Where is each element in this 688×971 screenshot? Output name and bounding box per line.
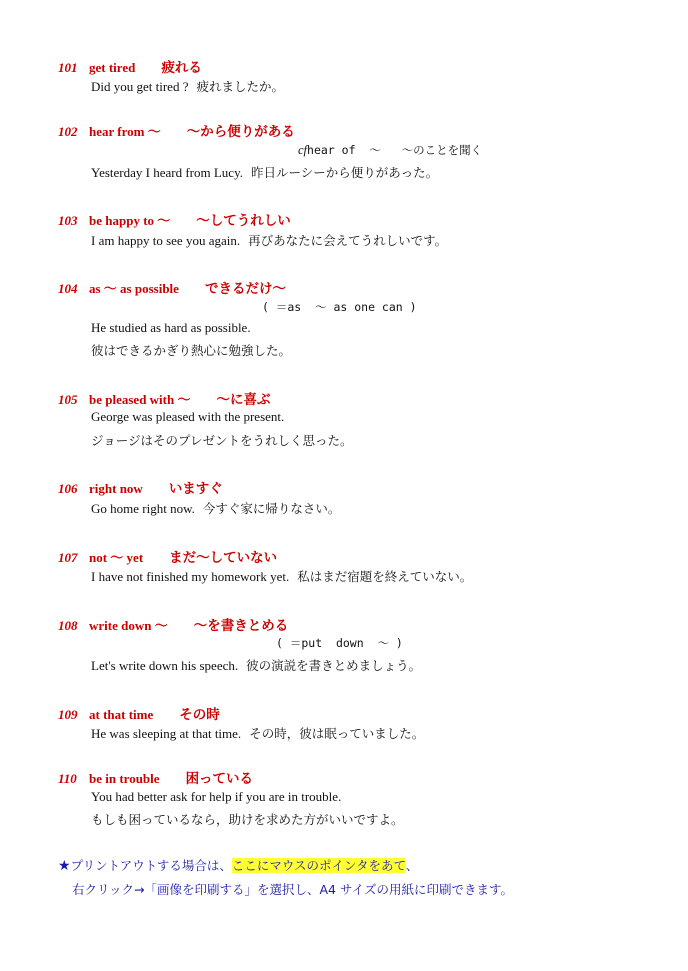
example-en: He was sleeping at that time.: [91, 726, 242, 741]
entry-phrase: at that time: [89, 707, 154, 722]
entry-meaning: 困っている: [185, 771, 254, 787]
entry-number: 103: [58, 213, 78, 228]
entry-number: 108: [58, 618, 78, 633]
example-106: [91, 499, 340, 517]
entry-head-107: [58, 546, 277, 566]
entry-meaning: その時: [179, 707, 220, 723]
entry-head-109: [58, 703, 220, 723]
print-instruction-text: プリントアウトする場合は、: [70, 858, 232, 873]
entry-meaning: いますぐ: [168, 481, 223, 497]
example-jp: 私はまだ宿題を終えていない。: [297, 569, 473, 584]
entry-number: 107: [58, 550, 78, 565]
example-en: I am happy to see you again.: [91, 233, 241, 248]
entry-number: 101: [58, 60, 78, 75]
example-102: [91, 163, 438, 181]
entry-phrase: right now: [89, 481, 143, 496]
entry-head-105: [58, 388, 270, 408]
example-104-jp: 彼はできるかぎり熱心に勉強した。: [91, 343, 292, 358]
example-jp: 昨日ルーシーから便りがあった。: [250, 165, 439, 180]
print-instruction-comma: 、: [405, 858, 419, 873]
entry-meaning: できるだけ～: [204, 281, 286, 297]
entry-head-110: [58, 767, 253, 787]
entry-phrase: be pleased with ～: [89, 392, 191, 407]
entry-number: 104: [58, 281, 78, 296]
example-en: Go home right now.: [91, 501, 195, 516]
entry-meaning: ～から便りがある: [186, 124, 295, 140]
example-en: Yesterday I heard from Lucy.: [91, 165, 243, 180]
example-105-en: George was pleased with the present.: [91, 409, 285, 424]
entry-phrase: as ～ as possible: [89, 281, 179, 296]
entry-phrase: be in trouble: [89, 771, 160, 786]
entry-number: 105: [58, 392, 78, 407]
entry-phrase: be happy to ～: [89, 213, 171, 228]
entry-head-106: [58, 477, 223, 497]
example-109: [91, 724, 424, 742]
print-instruction-line1: [58, 856, 418, 874]
note-102: [298, 142, 482, 158]
entry-meaning: 疲れる: [161, 60, 202, 76]
entry-head-108: [58, 614, 288, 634]
entry-head-103: [58, 209, 291, 229]
note-108: ( ＝put down ～ ): [276, 636, 403, 650]
example-101: [91, 77, 284, 95]
example-jp: 再びあなたに会えてうれしいです。: [248, 233, 448, 248]
print-hover-target[interactable]: ここにマウスのポインタをあて: [231, 858, 406, 873]
example-104-en: He studied as hard as possible.: [91, 320, 251, 335]
entry-phrase: write down ～: [89, 618, 168, 633]
entry-phrase: hear from ～: [89, 124, 161, 139]
note-text: hear of ～ ～のことを聞く: [307, 143, 483, 157]
example-103: [91, 231, 447, 249]
entry-meaning: ～に喜ぶ: [216, 392, 271, 408]
entry-head-101: [58, 56, 202, 76]
entry-head-102: [58, 120, 295, 140]
entry-meaning: ～してうれしい: [196, 213, 291, 229]
example-jp: その時，彼は眠っていました。: [249, 726, 425, 741]
entry-meaning: まだ～していない: [169, 550, 278, 566]
note-cf: cf: [298, 143, 308, 157]
example-en: Let's write down his speech.: [91, 658, 239, 673]
star-icon: ★: [58, 858, 71, 874]
entry-meaning: ～を書きとめる: [193, 618, 289, 634]
entry-number: 109: [58, 707, 78, 722]
example-107: [91, 567, 472, 585]
print-instruction-line2: 右クリック→「画像を印刷する」を選択し、A4 サイズの用紙に印刷できます。: [72, 882, 513, 897]
example-105-jp: ジョージはそのプレゼントをうれしく思った。: [91, 433, 353, 448]
example-108: [91, 656, 421, 674]
example-jp: 疲れましたか。: [196, 79, 284, 94]
entry-head-104: [58, 277, 286, 297]
note-104: ( ＝as ～ as one can ): [262, 300, 417, 314]
example-110-en: You had better ask for help if you are in trouble.: [91, 789, 342, 804]
example-110-jp: もしも困っているなら，助けを求めた方がいいですよ。: [91, 812, 404, 827]
entry-phrase: get tired: [89, 60, 136, 75]
entry-number: 110: [58, 771, 77, 786]
example-jp: 彼の演説を書きとめましょう。: [246, 658, 422, 673]
entry-number: 106: [58, 481, 78, 496]
entry-phrase: not ～ yet: [89, 550, 144, 565]
entry-number: 102: [58, 124, 78, 139]
example-en: I have not finished my homework yet.: [91, 569, 290, 584]
example-en: Did you get tired ?: [91, 79, 189, 94]
example-jp: 今すぐ家に帰りなさい。: [202, 501, 341, 516]
